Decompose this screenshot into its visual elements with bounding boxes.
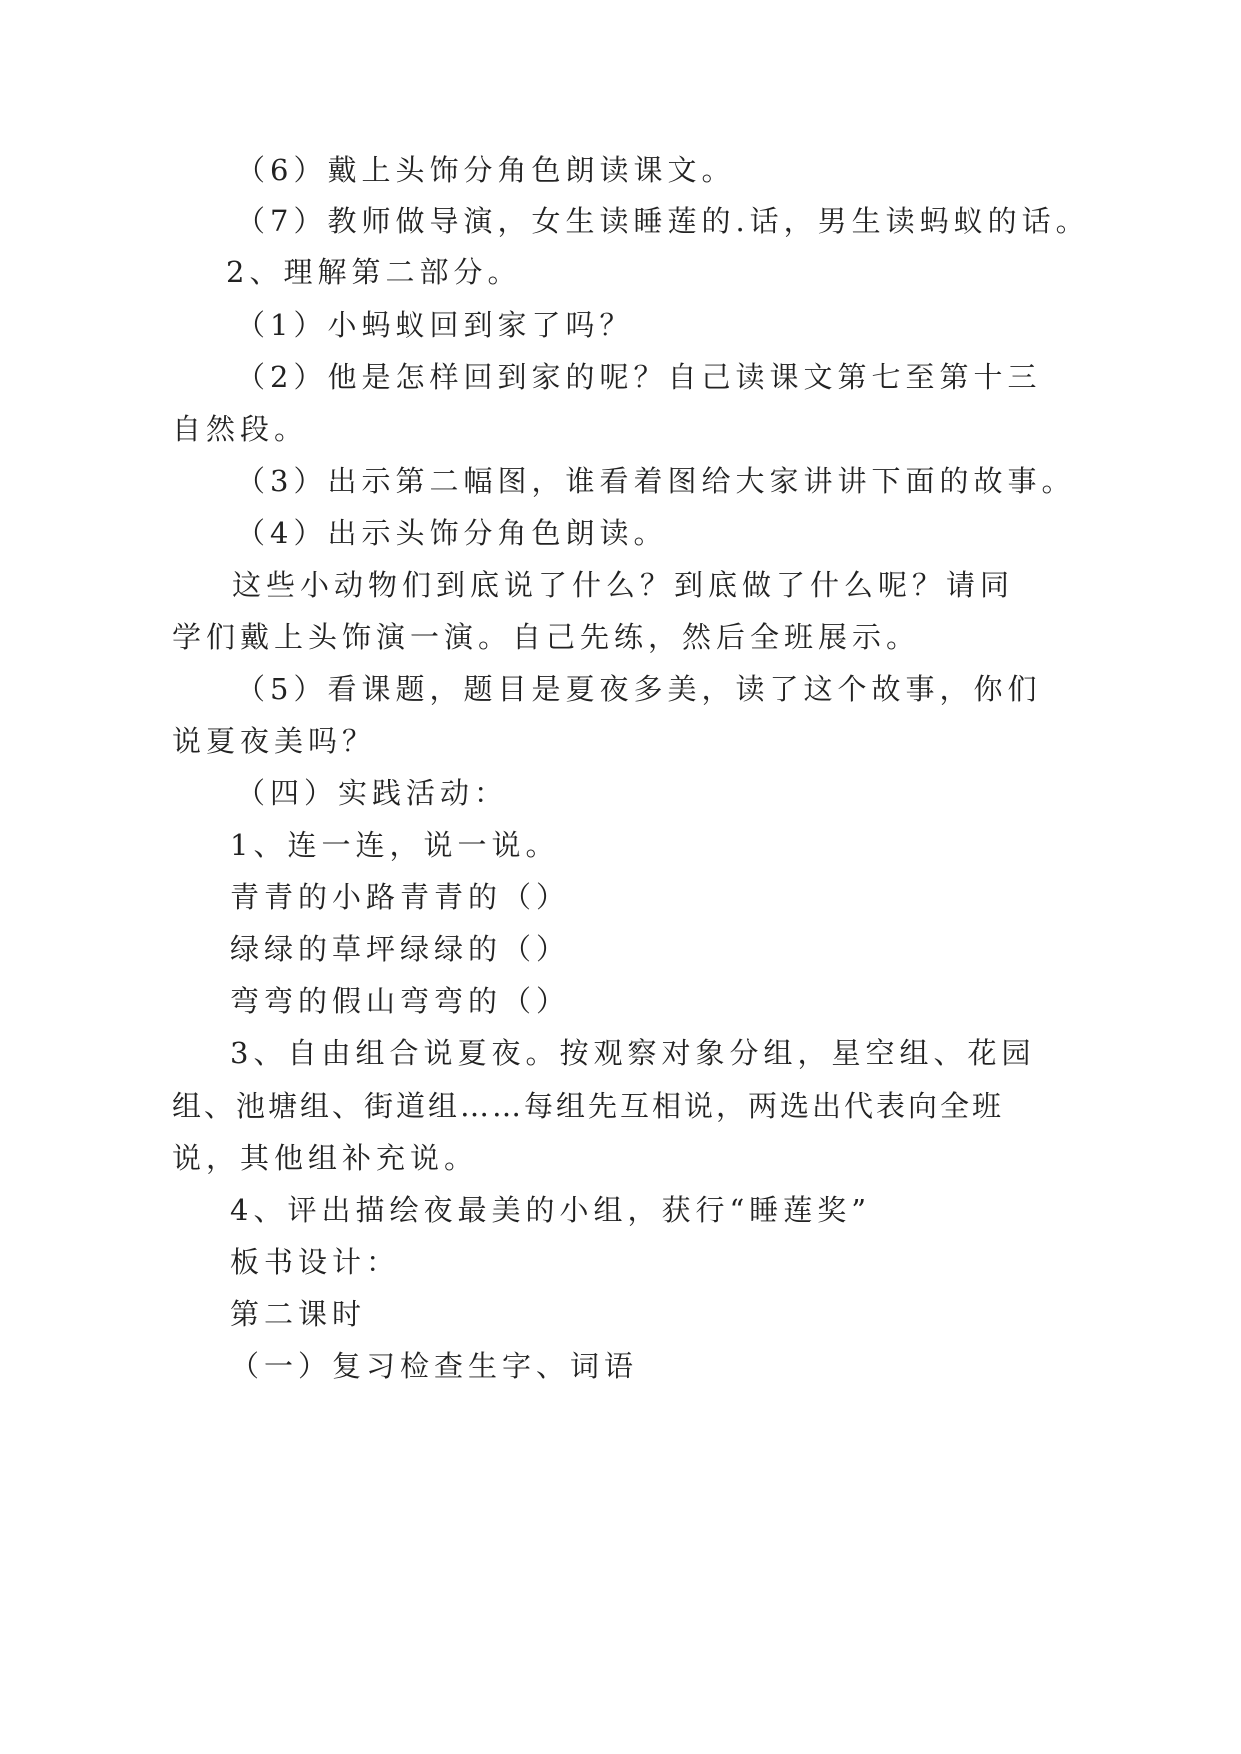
text-line: 学们戴上头饰演一演。自己先练，然后全班展示。 [172,620,921,654]
text-line: 青青的小路青青的（） [230,880,571,914]
text-line: （1）小蚂蚁回到家了吗？ [236,308,634,342]
text-line: 第二课时 [230,1297,367,1331]
text-line: 4、评出描绘夜最美的小组，获行“睡莲奖” [230,1193,872,1227]
text-line: （5）看课题，题目是夏夜多美，读了这个故事，你们 [236,672,1042,706]
text-line: （一）复习检查生字、词语 [230,1349,639,1383]
text-line: 自然段。 [172,412,309,446]
text-line: （3）出示第二幅图，谁看着图给大家讲讲下面的故事。 [236,464,1076,498]
text-line: 绿绿的草坪绿绿的（） [230,932,571,966]
text-line: 2、理解第二部分。 [226,255,522,289]
text-line: 弯弯的假山弯弯的（） [230,984,571,1018]
text-line: 组、池塘组、街道组……每组先互相说，两选出代表向全班 [172,1089,1005,1123]
text-line: 这些小动物们到底说了什么？到底做了什么呢？请同 [232,568,1015,602]
text-line: （四）实践活动： [236,776,509,810]
text-line: （7）教师做导演，女生读睡莲的.话，男生读蚂蚁的话。 [236,204,1090,238]
text-line: 板书设计： [230,1245,401,1279]
text-line: （6）戴上头饰分角色朗读课文。 [236,153,736,187]
text-line: 说，其他组补充说。 [172,1141,479,1175]
text-line: 3、自由组合说夏夜。按观察对象分组，星空组、花园 [230,1036,1036,1070]
text-line: （4）出示头饰分角色朗读。 [236,516,668,550]
text-line: 说夏夜美吗？ [172,724,377,758]
text-line: 1、连一连，说一说。 [230,828,560,862]
text-line: （2）他是怎样回到家的呢？自己读课文第七至第十三 [236,360,1042,394]
